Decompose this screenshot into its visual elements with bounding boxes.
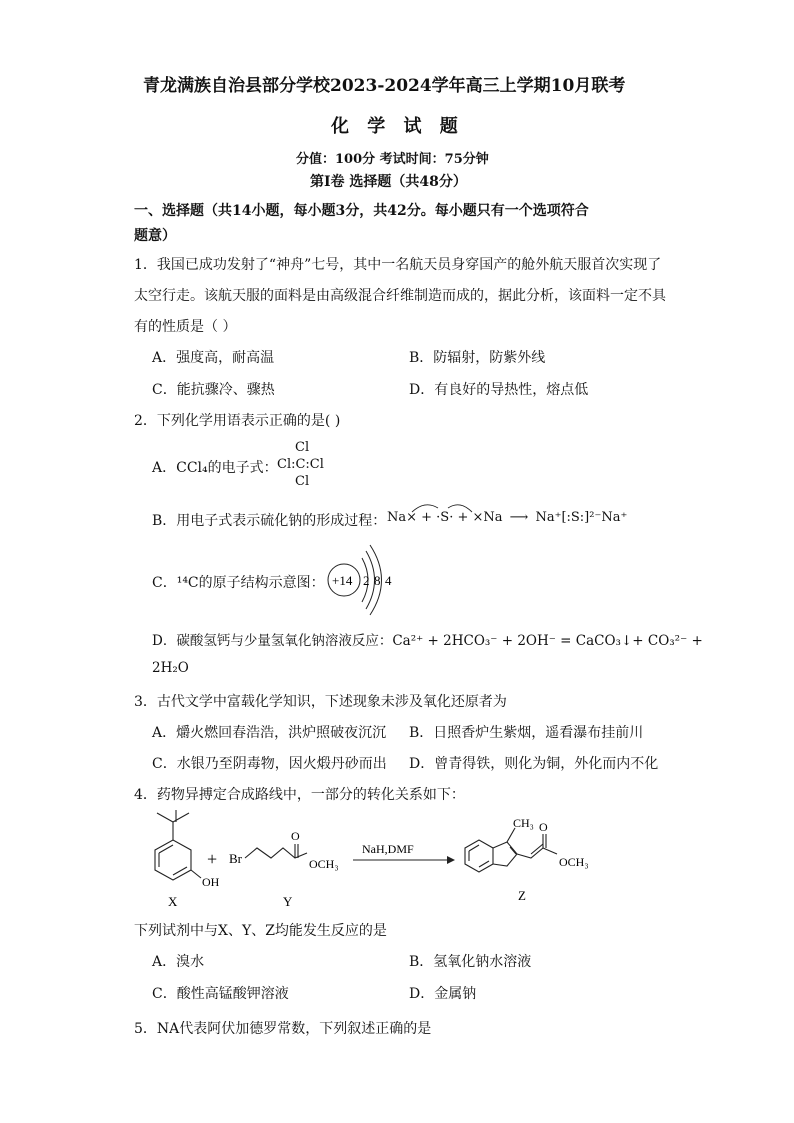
q2-option-a[interactable]: A．CCl₄的电子式： (152, 460, 278, 476)
q2-option-d-cont: 2H₂O (152, 660, 189, 676)
question-5-stem: 5．NA代表阿伏加德罗常数，下列叙述正确的是 (134, 1021, 432, 1037)
q3-option-b[interactable]: B．日照香炉生紫烟，遥看瀑布挂前川 (409, 725, 644, 741)
volume-heading: 第Ⅰ卷 选择题（共48分） (310, 174, 467, 190)
q3-option-c[interactable]: C．水银乃至阴毒物，因火煅丹砂而出 (152, 756, 387, 772)
q2-option-c[interactable]: C．¹⁴C的原子结构示意图： (152, 575, 325, 591)
q2-option-d[interactable]: D．碳酸氢钙与少量氢氧化钠溶液反应：Ca²⁺ + 2HCO₃⁻ + 2OH⁻ = CaCO₃↓+ CO₃²⁻ + (152, 633, 703, 649)
q3-option-d[interactable]: D．曾青得铁，则化为铜，外化而内不化 (409, 756, 659, 772)
reaction-arrow-head (447, 856, 455, 864)
z-methyl: CH₃ (513, 816, 534, 830)
score-time: 分值：100分 考试时间：75分钟 (296, 152, 489, 167)
y-ester-group: OCH₃ (309, 857, 339, 871)
plus-sign: + (207, 849, 218, 869)
z-label: Z (518, 888, 526, 903)
reaction-arrow: ⟶ (509, 510, 529, 525)
z-ester-group: OCH₃ (559, 855, 589, 869)
q4-option-a[interactable]: A．溴水 (152, 954, 205, 970)
question-4-prompt: 下列试剂中与X、Y、Z均能发生反应的是 (134, 923, 387, 939)
q1-option-d[interactable]: D．有良好的导热性，熔点低 (409, 382, 589, 398)
shell-3-count: 4 (385, 573, 392, 588)
q2-option-b[interactable]: B．用电子式表示硫化钠的形成过程： (152, 513, 387, 529)
q1-option-a[interactable]: A．强度高，耐高温 (152, 350, 275, 366)
ccl4-top-cl: Cl (295, 440, 310, 455)
compound-z (465, 828, 557, 872)
compound-x (155, 810, 201, 880)
shell-2-count: 8 (374, 573, 381, 588)
q1-option-b[interactable]: B．防辐射，防紫外线 (409, 350, 546, 366)
reagent-label: NaH,DMF (362, 842, 414, 856)
question-3-stem: 3．古代文学中富载化学知识，下述现象未涉及氧化还原者为 (134, 694, 507, 710)
question-2-stem: 2．下列化学用语表示正确的是( ) (134, 413, 341, 429)
q1-option-c[interactable]: C．能抗骤冷、骤热 (152, 382, 275, 398)
x-label: X (168, 894, 178, 909)
shell-1-count: 2 (363, 573, 370, 588)
question-1-line2: 太空行走。该航天服的面料是由高级混合纤维制造而成的，据此分析，该面料一定不具 (134, 288, 666, 304)
q4-option-b[interactable]: B．氢氧化钠水溶液 (409, 954, 532, 970)
y-bromine: Br (229, 851, 242, 866)
q4-option-d[interactable]: D．金属钠 (409, 986, 477, 1002)
q3-option-a[interactable]: A．爝火燃回春浩浩，洪炉照破夜沉沉 (152, 725, 387, 741)
section-heading-cont: 题意） (134, 228, 176, 244)
q4-option-c[interactable]: C．酸性高锰酸钾溶液 (152, 986, 289, 1002)
y-carbonyl-o: O (291, 829, 300, 843)
section-heading: 一、选择题（共14小题，每小题3分，共42分。每小题只有一个选项符合 (134, 203, 589, 219)
x-oh-group: OH (202, 875, 220, 889)
atom-structure-diagram (322, 541, 402, 621)
reaction-scheme (125, 808, 625, 920)
question-1-line1: 1．我国已成功发射了“神舟”七号，其中一名航天员身穿国产的舱外航天服首次实现了 (134, 257, 662, 273)
electron-transfer-arrows (400, 498, 490, 516)
z-carbonyl-o: O (539, 820, 548, 834)
exam-title: 青龙满族自治县部分学校2023-2024学年高三上学期10月联考 (143, 76, 626, 96)
question-4-stem: 4．药物异搏定合成路线中，一部分的转化关系如下： (134, 787, 465, 803)
na2s-right: Na⁺[:S:]²⁻Na⁺ (535, 510, 628, 525)
ccl4-middle: Cl:C:Cl (277, 457, 324, 472)
subject-title: 化 学 试 题 (331, 116, 464, 137)
question-1-line3: 有的性质是（ ） (134, 319, 237, 335)
ccl4-bottom-cl: Cl (295, 474, 310, 489)
nucleus-charge: +14 (332, 573, 353, 588)
na2s-left: Na× + ·S· + ×Na (387, 510, 503, 525)
ccl4-electron-formula (277, 440, 337, 492)
y-label: Y (283, 894, 293, 909)
